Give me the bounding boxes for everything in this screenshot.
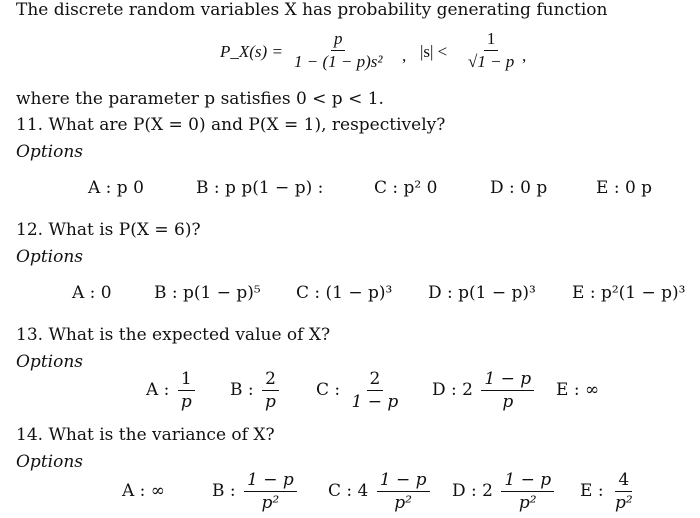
q13-option-a-num: 1 xyxy=(178,370,195,391)
q13-option-b-num: 2 xyxy=(262,370,279,391)
question-12-options xyxy=(0,283,700,323)
q14-option-d-den: p² xyxy=(518,493,537,513)
q12-option-e[interactable]: E : p²(1 − p)³ xyxy=(572,283,686,303)
q13-option-c-prefix: C : xyxy=(316,380,341,400)
q14-option-b-num: 1 − p xyxy=(244,471,297,492)
pgf-separator: , xyxy=(402,46,407,65)
q13-option-c-num: 2 xyxy=(367,370,384,391)
q13-option-a-den: p xyxy=(180,392,192,412)
q11-option-a[interactable]: A : p 0 xyxy=(88,178,144,198)
q13-option-b-den: p xyxy=(265,392,276,412)
q12-option-d[interactable]: D : p(1 − p)³ xyxy=(428,283,536,303)
pgf-fraction xyxy=(288,30,388,71)
question-13-options xyxy=(0,370,700,410)
question-14-options xyxy=(0,471,700,511)
q12-option-b[interactable]: B : p(1 − p)⁵ xyxy=(154,283,261,303)
question-13-options-label: Options xyxy=(16,352,83,372)
pgf-end-comma: , xyxy=(522,46,527,65)
pgf-condition-denominator: √1 − p xyxy=(468,52,515,71)
q14-option-b[interactable] xyxy=(212,471,300,512)
question-13-text: 13. What is the expected value of X? xyxy=(16,325,331,345)
q14-option-b-prefix: B : xyxy=(212,481,236,501)
question-11-options-label: Options xyxy=(16,142,83,162)
q14-option-e-num: 4 xyxy=(615,471,632,492)
q13-option-e[interactable] xyxy=(556,380,599,400)
q13-option-d[interactable] xyxy=(432,370,537,411)
pgf-numerator: p xyxy=(331,30,346,51)
q13-option-d-den: p xyxy=(502,392,514,412)
question-14-options-label: Options xyxy=(16,452,83,472)
q14-option-c-prefix: C : 4 xyxy=(328,481,369,501)
question-14-text: 14. What is the variance of X? xyxy=(16,425,275,445)
q13-option-e-prefix: E : ∞ xyxy=(556,380,600,400)
q11-option-e[interactable]: E : 0 p xyxy=(596,178,653,198)
intro-text: The discrete random variables X has probability generating function xyxy=(16,0,608,20)
q14-option-a[interactable] xyxy=(122,481,165,501)
q14-option-c-den: p² xyxy=(394,493,412,513)
q14-option-d-prefix: D : 2 xyxy=(452,481,493,501)
q14-option-c-num: 1 − p xyxy=(377,471,430,492)
q11-option-d[interactable]: D : 0 p xyxy=(490,178,548,198)
param-line: where the parameter p satisfies 0 < p < 1. xyxy=(16,89,384,109)
q13-option-b-prefix: B : xyxy=(230,380,254,400)
q14-option-e-den: p² xyxy=(614,493,633,513)
question-12-text: 12. What is P(X = 6)? xyxy=(16,220,201,240)
q13-option-d-num: 1 − p xyxy=(481,370,534,391)
q14-option-c[interactable] xyxy=(328,471,433,512)
pgf-equation xyxy=(0,30,700,80)
pgf-condition-fraction xyxy=(462,30,520,71)
q12-option-a[interactable]: A : 0 xyxy=(72,283,112,303)
q14-option-b-den: p² xyxy=(261,493,280,513)
pgf-condition-lhs: |s| < xyxy=(420,42,448,61)
q13-option-a[interactable] xyxy=(146,370,198,411)
q14-option-e-prefix: E : xyxy=(580,481,604,501)
pgf-denominator: 1 − (1 − p)s² xyxy=(294,52,383,71)
q13-option-a-prefix: A : xyxy=(146,380,170,400)
question-11-options xyxy=(0,178,700,218)
q13-option-c-den: 1 − p xyxy=(351,392,399,412)
pgf-condition-numerator: 1 xyxy=(484,30,499,51)
q14-option-e[interactable] xyxy=(580,471,639,512)
q13-option-c[interactable] xyxy=(316,370,404,411)
q13-option-b[interactable] xyxy=(230,370,282,411)
q11-option-b[interactable]: B : p p(1 − p) : xyxy=(196,178,324,198)
q11-option-c[interactable]: C : p² 0 xyxy=(374,178,438,198)
q14-option-d[interactable] xyxy=(452,471,557,512)
question-12-options-label: Options xyxy=(16,247,83,267)
pgf-lhs: P_X(s) = xyxy=(220,42,283,61)
q13-option-d-prefix: D : 2 xyxy=(432,380,473,400)
q14-option-a-prefix: A : ∞ xyxy=(122,481,165,501)
question-11-text: 11. What are P(X = 0) and P(X = 1), respectively? xyxy=(16,115,446,135)
q12-option-c[interactable]: C : (1 − p)³ xyxy=(296,283,393,303)
q14-option-d-num: 1 − p xyxy=(501,471,554,492)
